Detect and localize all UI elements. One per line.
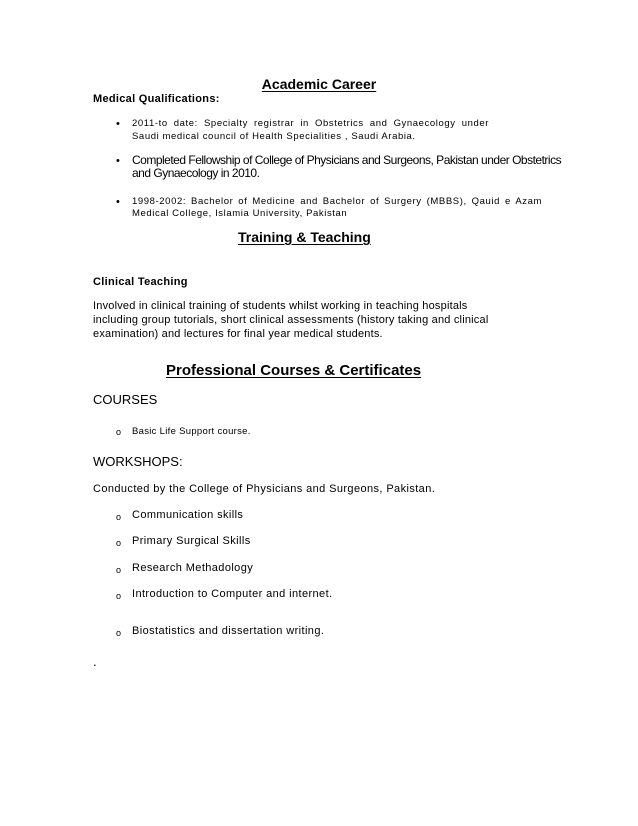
- hollow-bullet-icon: o: [116, 538, 122, 548]
- hollow-bullet-icon: o: [116, 591, 122, 601]
- hollow-bullet-icon: o: [116, 628, 122, 638]
- workshop-item: Communication skills: [132, 509, 244, 521]
- qualification-item-2-line2: and Gynaecology in 2010.: [132, 166, 260, 180]
- workshop-item: Biostatistics and dissertation writing.: [132, 625, 325, 637]
- professional-courses-heading: Professional Courses & Certificates: [166, 362, 422, 379]
- courses-label: COURSES: [93, 392, 158, 407]
- qualification-item-1-line1: 2011-to date: Specialty registrar in Obstetrics and Gynaecology under: [132, 118, 489, 129]
- medical-qualifications-subheading: Medical Qualifications:: [93, 93, 220, 105]
- trailing-period: .: [93, 654, 97, 669]
- academic-career-heading: Academic Career: [261, 76, 377, 92]
- training-teaching-heading: Training & Teaching: [238, 229, 371, 245]
- bullet-icon: •: [116, 155, 120, 167]
- paragraph-line-1: Involved in clinical training of students whilst working in teaching hospitals: [93, 300, 468, 312]
- workshop-item: Introduction to Computer and internet.: [132, 588, 333, 600]
- bullet-icon: •: [116, 118, 120, 130]
- qualification-item-3-line2: Medical College, Islamia University, Pakistan: [132, 208, 348, 219]
- paragraph-line-2: including group tutorials, short clinical assessments (history taking and clinical: [93, 314, 489, 326]
- course-item: Basic Life Support course.: [132, 426, 251, 437]
- workshop-item: Primary Surgical Skills: [132, 535, 251, 547]
- workshop-item: Research Methadology: [132, 562, 254, 574]
- hollow-bullet-icon: o: [116, 427, 122, 437]
- hollow-bullet-icon: o: [116, 565, 122, 575]
- clinical-teaching-paragraph: [93, 299, 563, 341]
- qualification-item-2-line1: Completed Fellowship of College of Physicians and Surgeons, Pakistan under Obstetrics: [132, 153, 562, 167]
- clinical-teaching-subheading: Clinical Teaching: [93, 276, 188, 288]
- qualification-item-1-line2: Saudi medical council of Health Specialities , Saudi Arabia.: [132, 131, 416, 142]
- qualification-item-3-line1: 1998-2002: Bachelor of Medicine and Bachelor of Surgery (MBBS), Qauid e Azam: [132, 196, 542, 207]
- hollow-bullet-icon: o: [116, 512, 122, 522]
- workshops-intro: Conducted by the College of Physicians and Surgeons, Pakistan.: [93, 483, 436, 495]
- paragraph-line-3: examination) and lectures for final year medical students.: [93, 328, 383, 340]
- bullet-icon: •: [116, 196, 120, 208]
- workshops-label: WORKSHOPS:: [93, 454, 183, 469]
